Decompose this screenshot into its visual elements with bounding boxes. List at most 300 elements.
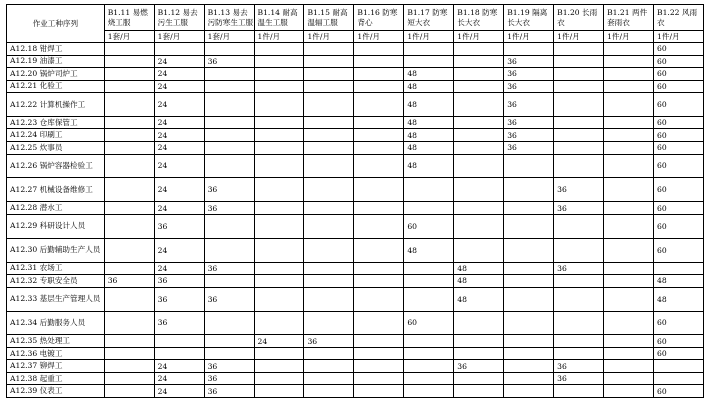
table-cell: [204, 93, 254, 117]
table-cell: [454, 214, 504, 238]
row-label: A12.32 专职安全员: [7, 275, 105, 288]
table-cell: [354, 335, 404, 348]
table-cell: 48: [404, 129, 454, 142]
table-cell: [404, 385, 454, 398]
table-cell: [104, 311, 154, 335]
table-cell: [504, 238, 554, 262]
table-cell: 48: [654, 287, 704, 311]
table-cell: 60: [654, 141, 704, 154]
table-cell: [304, 347, 354, 360]
table-cell: 48: [404, 80, 454, 93]
row-label: A12.28 潜水工: [7, 202, 105, 215]
table-cell: 60: [404, 311, 454, 335]
table-row: [7, 43, 704, 56]
table-cell: 60: [404, 214, 454, 238]
table-cell: 36: [204, 55, 254, 68]
table-cell: [254, 68, 304, 81]
table-cell: [104, 154, 154, 178]
table-cell: [254, 93, 304, 117]
table-cell: [554, 214, 604, 238]
table-cell: [554, 55, 604, 68]
unit-row: [7, 31, 704, 43]
column-header: B1.20 长雨衣: [554, 5, 604, 31]
table-cell: [304, 262, 354, 275]
table-cell: [354, 80, 404, 93]
unit-header: 1套/月: [204, 31, 254, 43]
column-header: B1.12 易去污生工服: [154, 5, 204, 31]
row-label: A12.33 基层生产管理人员: [7, 287, 105, 311]
table-cell: [104, 178, 154, 202]
table-cell: 24: [154, 202, 204, 215]
table-cell: [554, 311, 604, 335]
table-cell: [504, 385, 554, 398]
table-cell: [454, 372, 504, 385]
table-cell: [354, 360, 404, 373]
table-cell: 48: [404, 116, 454, 129]
row-label: A12.25 炊事员: [7, 141, 105, 154]
table-cell: [304, 55, 354, 68]
row-label: A12.26 锅炉容器检验工: [7, 154, 105, 178]
table-cell: [604, 80, 654, 93]
table-cell: [454, 178, 504, 202]
table-cell: 60: [654, 80, 704, 93]
table-cell: 36: [554, 372, 604, 385]
table-cell: [454, 55, 504, 68]
unit-header: 1件/月: [254, 31, 304, 43]
table-cell: [104, 141, 154, 154]
table-cell: [604, 275, 654, 288]
table-cell: 36: [204, 372, 254, 385]
table-cell: 36: [104, 275, 154, 288]
table-cell: [354, 385, 404, 398]
table-cell: [404, 360, 454, 373]
table-cell: 24: [154, 154, 204, 178]
table-cell: [604, 262, 654, 275]
table-cell: [304, 372, 354, 385]
table-cell: 24: [154, 372, 204, 385]
table-cell: 60: [654, 43, 704, 56]
table-cell: [504, 287, 554, 311]
table-cell: [354, 116, 404, 129]
table-row: [7, 154, 704, 178]
table-cell: [504, 347, 554, 360]
table-cell: 24: [154, 141, 204, 154]
table-row: [7, 116, 704, 129]
table-cell: 36: [154, 275, 204, 288]
table-cell: [254, 238, 304, 262]
table-cell: 36: [504, 93, 554, 117]
table-cell: [354, 214, 404, 238]
table-cell: [454, 141, 504, 154]
table-cell: [354, 311, 404, 335]
table-cell: [604, 93, 654, 117]
table-cell: [104, 347, 154, 360]
table-cell: [154, 335, 204, 348]
row-label: A12.39 仪表工: [7, 385, 105, 398]
column-header: B1.14 耐高温生工服: [254, 5, 304, 31]
table-row: [7, 335, 704, 348]
row-label: A12.18 钳焊工: [7, 43, 105, 56]
table-cell: [104, 287, 154, 311]
table-cell: [204, 43, 254, 56]
table-cell: 36: [554, 262, 604, 275]
table-cell: [604, 360, 654, 373]
table-cell: [454, 238, 504, 262]
table-cell: 48: [404, 68, 454, 81]
row-label: A12.30 后勤辅助生产人员: [7, 238, 105, 262]
table-cell: 60: [654, 154, 704, 178]
table-cell: 24: [154, 55, 204, 68]
table-cell: 24: [154, 129, 204, 142]
table-cell: 24: [154, 238, 204, 262]
table-cell: [304, 129, 354, 142]
table-cell: [404, 347, 454, 360]
corner-header: 作业工种序列: [7, 5, 105, 43]
row-label: A12.23 仓库保管工: [7, 116, 105, 129]
table-cell: 48: [404, 93, 454, 117]
table-cell: [254, 287, 304, 311]
table-row: [7, 214, 704, 238]
table-cell: [404, 372, 454, 385]
table-cell: 60: [654, 68, 704, 81]
table-cell: [454, 116, 504, 129]
column-header: B1.21 两件套雨衣: [604, 5, 654, 31]
table-cell: [304, 80, 354, 93]
row-label: A12.22 计算机操作工: [7, 93, 105, 117]
table-cell: 60: [654, 129, 704, 142]
table-cell: [604, 311, 654, 335]
table-cell: [104, 129, 154, 142]
table-cell: [554, 129, 604, 142]
protective-clothing-table: [6, 4, 704, 398]
table-cell: [204, 141, 254, 154]
table-cell: [454, 93, 504, 117]
table-cell: [454, 311, 504, 335]
table-cell: [104, 262, 154, 275]
row-label: A12.19 油漆工: [7, 55, 105, 68]
table-cell: [504, 262, 554, 275]
table-row: [7, 275, 704, 288]
table-cell: 60: [654, 55, 704, 68]
table-cell: [104, 385, 154, 398]
table-row: [7, 68, 704, 81]
table-cell: [554, 275, 604, 288]
table-cell: 48: [404, 141, 454, 154]
row-label: A12.29 科研设计人员: [7, 214, 105, 238]
table-cell: [254, 202, 304, 215]
table-row: [7, 55, 704, 68]
table-cell: [354, 178, 404, 202]
table-cell: 48: [454, 275, 504, 288]
table-cell: 36: [204, 360, 254, 373]
table-cell: 36: [554, 202, 604, 215]
table-cell: [604, 116, 654, 129]
table-cell: 36: [554, 178, 604, 202]
table-cell: 48: [404, 154, 454, 178]
table-cell: 24: [154, 262, 204, 275]
table-cell: [304, 214, 354, 238]
table-cell: [254, 43, 304, 56]
table-cell: 24: [154, 385, 204, 398]
column-header: B1.18 防寒长大衣: [454, 5, 504, 31]
row-label: A12.20 锅炉司炉工: [7, 68, 105, 81]
table-cell: [104, 93, 154, 117]
row-label: A12.27 机械设备维修工: [7, 178, 105, 202]
table-cell: 36: [204, 202, 254, 215]
table-cell: [454, 129, 504, 142]
table-cell: 24: [154, 360, 204, 373]
table-cell: [254, 178, 304, 202]
column-header: B1.16 防寒背心: [354, 5, 404, 31]
column-header: B1.11 易燃烧工服: [104, 5, 154, 31]
table-cell: [204, 129, 254, 142]
table-row: [7, 311, 704, 335]
table-cell: 60: [654, 311, 704, 335]
table-cell: [454, 43, 504, 56]
table-cell: 36: [154, 287, 204, 311]
table-cell: 60: [654, 335, 704, 348]
table-cell: [554, 238, 604, 262]
table-cell: [254, 80, 304, 93]
table-cell: [604, 335, 654, 348]
header-row: [7, 5, 704, 31]
table-cell: [354, 154, 404, 178]
table-cell: [254, 385, 304, 398]
table-cell: [454, 68, 504, 81]
table-cell: 36: [504, 129, 554, 142]
table-cell: 24: [254, 335, 304, 348]
unit-header: 1件/月: [454, 31, 504, 43]
table-cell: 36: [504, 55, 554, 68]
table-cell: [204, 214, 254, 238]
table-cell: [554, 385, 604, 398]
table-cell: [454, 154, 504, 178]
table-cell: [504, 275, 554, 288]
table-cell: [254, 214, 304, 238]
table-cell: 60: [654, 178, 704, 202]
table-cell: [204, 347, 254, 360]
unit-header: 1件/月: [654, 31, 704, 43]
table-body: [7, 43, 704, 398]
table-cell: [104, 335, 154, 348]
table-cell: [404, 335, 454, 348]
table-cell: [604, 141, 654, 154]
row-label: A12.37 铆焊工: [7, 360, 105, 373]
table-cell: [604, 287, 654, 311]
table-cell: [354, 347, 404, 360]
table-cell: [354, 287, 404, 311]
table-cell: [104, 372, 154, 385]
table-cell: [304, 68, 354, 81]
table-cell: [304, 154, 354, 178]
table-cell: [354, 141, 404, 154]
table-cell: 36: [154, 214, 204, 238]
table-cell: [104, 80, 154, 93]
unit-header: 1套/月: [104, 31, 154, 43]
table-cell: [254, 275, 304, 288]
table-cell: 36: [454, 360, 504, 373]
table-cell: [254, 372, 304, 385]
table-row: [7, 178, 704, 202]
table-row: [7, 129, 704, 142]
table-cell: [354, 129, 404, 142]
table-cell: [254, 360, 304, 373]
table-cell: 48: [454, 287, 504, 311]
table-cell: 60: [654, 347, 704, 360]
table-cell: 60: [654, 93, 704, 117]
table-cell: [604, 43, 654, 56]
table-cell: [504, 214, 554, 238]
unit-header: 1件/月: [504, 31, 554, 43]
table-cell: [604, 385, 654, 398]
table-cell: [354, 275, 404, 288]
unit-header: 1件/月: [304, 31, 354, 43]
table-cell: [204, 116, 254, 129]
table-cell: [204, 68, 254, 81]
table-cell: [104, 55, 154, 68]
table-cell: 36: [504, 141, 554, 154]
column-header: B1.19 隔离长大衣: [504, 5, 554, 31]
table-cell: 24: [154, 68, 204, 81]
row-label: A12.24 印刷工: [7, 129, 105, 142]
table-cell: [204, 154, 254, 178]
table-cell: 24: [154, 80, 204, 93]
table-cell: 36: [204, 385, 254, 398]
table-cell: [354, 372, 404, 385]
table-cell: [104, 214, 154, 238]
table-cell: [554, 154, 604, 178]
table-cell: [604, 55, 654, 68]
table-cell: [554, 287, 604, 311]
table-cell: [304, 93, 354, 117]
table-cell: [404, 43, 454, 56]
table-cell: [354, 55, 404, 68]
unit-header: 1套/月: [154, 31, 204, 43]
unit-header: 1件/月: [554, 31, 604, 43]
table-cell: 48: [404, 238, 454, 262]
table-row: [7, 360, 704, 373]
table-cell: 60: [654, 385, 704, 398]
table-cell: [254, 129, 304, 142]
table-cell: [254, 116, 304, 129]
table-row: [7, 262, 704, 275]
table-cell: [404, 262, 454, 275]
table-cell: [604, 68, 654, 81]
table-cell: [554, 335, 604, 348]
row-label: A12.36 电镀工: [7, 347, 105, 360]
table-cell: [154, 347, 204, 360]
table-cell: [654, 360, 704, 373]
table-cell: [404, 202, 454, 215]
table-row: [7, 80, 704, 93]
table-cell: [554, 116, 604, 129]
table-row: [7, 202, 704, 215]
table-cell: [404, 275, 454, 288]
table-cell: 24: [154, 116, 204, 129]
table-cell: [554, 80, 604, 93]
table-cell: [304, 311, 354, 335]
table-cell: [404, 287, 454, 311]
table-cell: [204, 335, 254, 348]
table-cell: 36: [504, 116, 554, 129]
table-cell: [304, 141, 354, 154]
table-row: [7, 93, 704, 117]
table-cell: [304, 360, 354, 373]
table-cell: 24: [154, 93, 204, 117]
table-cell: [654, 262, 704, 275]
table-cell: [254, 347, 304, 360]
table-cell: [554, 68, 604, 81]
table-cell: [554, 347, 604, 360]
table-cell: [454, 80, 504, 93]
table-cell: [604, 214, 654, 238]
table-cell: [404, 178, 454, 202]
table-cell: [304, 275, 354, 288]
table-cell: [304, 385, 354, 398]
column-header: B1.15 耐高温辐工服: [304, 5, 354, 31]
table-cell: [104, 43, 154, 56]
table-cell: [254, 262, 304, 275]
table-cell: [354, 202, 404, 215]
table-cell: [104, 360, 154, 373]
table-cell: [204, 275, 254, 288]
table-cell: [304, 178, 354, 202]
table-cell: 48: [454, 262, 504, 275]
column-header: B1.17 防寒短大衣: [404, 5, 454, 31]
unit-header: 1件/月: [354, 31, 404, 43]
table-cell: [304, 202, 354, 215]
table-cell: [504, 154, 554, 178]
table-cell: [104, 68, 154, 81]
table-cell: 60: [654, 116, 704, 129]
table-cell: [304, 116, 354, 129]
table-cell: 36: [204, 287, 254, 311]
table-cell: [654, 372, 704, 385]
table-cell: [604, 238, 654, 262]
table-cell: [504, 360, 554, 373]
table-cell: [204, 238, 254, 262]
table-cell: [304, 43, 354, 56]
row-label: A12.35 热处理工: [7, 335, 105, 348]
table-row: [7, 347, 704, 360]
row-label: A12.21 化验工: [7, 80, 105, 93]
table-cell: [304, 287, 354, 311]
table-cell: 36: [304, 335, 354, 348]
table-cell: 36: [504, 68, 554, 81]
table-row: [7, 238, 704, 262]
table-cell: 60: [654, 202, 704, 215]
row-label: A12.38 起重工: [7, 372, 105, 385]
column-header: B1.13 易去污防寒生工服: [204, 5, 254, 31]
table-cell: [554, 141, 604, 154]
table-cell: [254, 141, 304, 154]
table-cell: [204, 80, 254, 93]
table-cell: 36: [154, 311, 204, 335]
table-cell: [504, 178, 554, 202]
row-label: A12.34 后勤服务人员: [7, 311, 105, 335]
table-cell: [104, 238, 154, 262]
table-cell: [254, 311, 304, 335]
table-cell: [404, 55, 454, 68]
table-cell: [454, 335, 504, 348]
table-cell: [204, 311, 254, 335]
table-cell: [604, 154, 654, 178]
unit-header: 1件/月: [604, 31, 654, 43]
table-cell: [354, 238, 404, 262]
table-cell: 36: [504, 80, 554, 93]
table-cell: 60: [654, 214, 704, 238]
table-cell: [504, 311, 554, 335]
